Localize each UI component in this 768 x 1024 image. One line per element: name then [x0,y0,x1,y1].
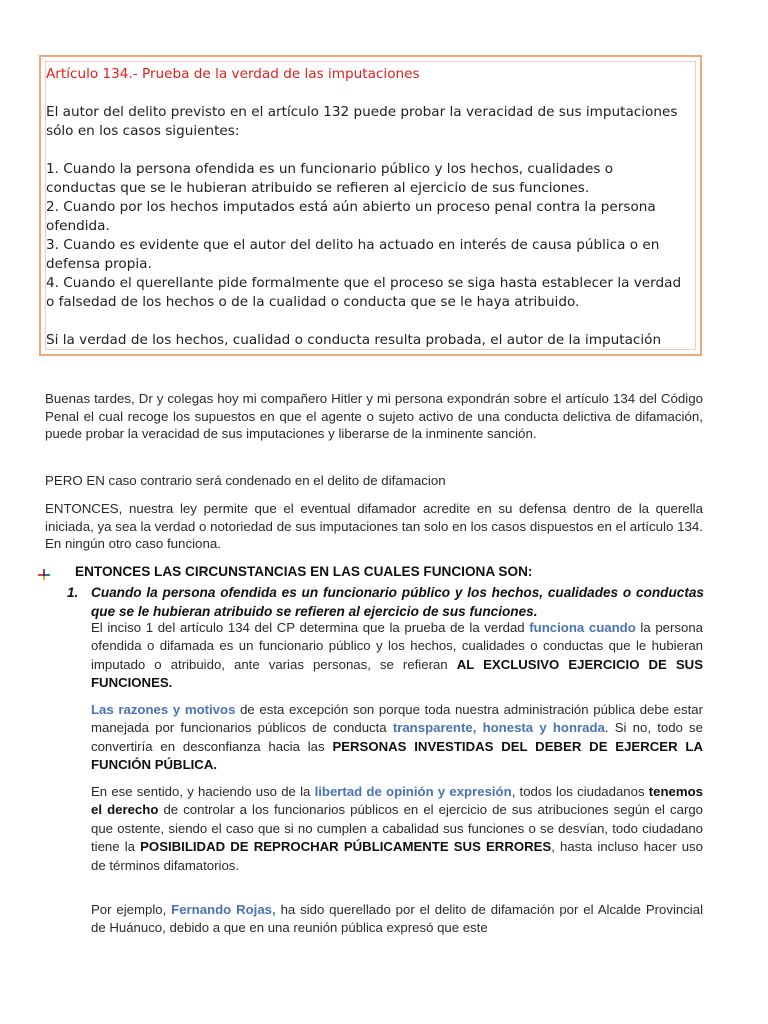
list-item-text: Cuando la persona ofendida es un funcionario público y los hechos, cualidades o conductas que se le hubieran atribuido se refieren al ejercicio de sus funciones. [91,585,704,619]
emphasis-posibilidad-reprochar: POSIBILIDAD DE REPROCHAR PÚBLICAMENTE SUS ERRORES [140,839,552,855]
article-box [39,55,702,356]
explanation-paragraph-2: Las razones y motivos de esta excepción son porque toda nuestra administración pública debe estar manejada por funcionarios públicos de conducta transparente, honesta y honrada. Si no, todo se convertiría en desconfianza hacia las PERSONAS INVESTIDAS DEL DEBER DE EJERCER LA FUNCIÓN PÚBLICA. [91,702,704,773]
highlight-libertad-opinion: libertad de opinión y expresión [314,784,512,799]
list-item-1 [67,583,704,621]
article-content [46,65,682,350]
paragraph-contrary: PERO EN caso contrario será condenado en el delito de difamacion [45,473,446,488]
article-case-3: 3. Cuando es evidente que el autor del delito ha actuado en interés de causa pública o en defensa propia. [46,237,660,272]
paragraph-intro: Buenas tardes, Dr y colegas hoy mi compañero Hitler y mi persona expondrán sobre el artículo 134 del Código Penal el cual recoge los supuestos en que el agente o sujeto activo de una conducta delictiva de difamación, puede probar la veracidad de sus imputaciones y liberarse de la inminente sanción. [45,391,703,442]
article-title: Artículo 134.- Prueba de la verdad de las imputaciones [46,66,420,82]
highlight-fernando-rojas: Fernando Rojas, [171,902,276,917]
emphasis-tenemos-derecho: tenemos el derecho [91,784,703,818]
article-case-2: 2. Cuando por los hechos imputados está aún abierto un proceso penal contra la persona ofendida. [46,199,656,234]
paragraph-entonces: ENTONCES, nuestra ley permite que el eventual difamador acredite en su defensa dentro de la querella iniciada, ya sea la verdad o notoriedad de sus imputaciones tan solo en los casos dispuestos en el artículo 134. En ningún otro caso funciona. [45,501,703,552]
explanation-paragraph-1: El inciso 1 del artículo 134 del CP determina que la prueba de la verdad funciona cuando la persona ofendida o difamada es un funcionario público y los hechos, cualidades o conductas que le hubieran imputado o atribuido, ante varias personas, se refieran AL EXCLUSIVO EJERCICIO DE SUS FUNCIONES. [91,620,704,691]
circumstances-heading: ENTONCES LAS CIRCUNSTANCIAS EN LAS CUALES FUNCIONA SON: [75,564,533,579]
article-closing: Si la verdad de los hechos, cualidad o conducta resulta probada, el autor de la imputación [46,332,662,348]
list-item-number: 1. [67,585,79,600]
highlight-funciona-cuando: funciona cuando [529,620,636,635]
explanation-paragraph-3: En ese sentido, y haciendo uso de la libertad de opinión y expresión, todos los ciudadanos tenemos el derecho de controlar a los funcionarios públicos en el ejercicio de sus atribuciones según el cargo que ostente, siendo el caso que si no cumplen a cabalidad sus funciones o se desvían, todo ciudadano tiene la POSIBILIDAD DE REPROCHAR PÚBLICAMENTE SUS ERRORES, hasta incluso hacer uso de términos difamatorios. [91,784,704,873]
article-case-1: 1. Cuando la persona ofendida es un funcionario público y los hechos, cualidades o conductas que se le hubieran atribuido se refieren al ejercicio de sus funciones. [46,161,614,196]
explanation-paragraph-4: Por ejemplo, Fernando Rojas, ha sido querellado por el delito de difamación por el Alcalde Provincial de Huánuco, debido a que en una reunión pública expresó que este [91,902,704,936]
emphasis-exclusive-exercise: AL EXCLUSIVO EJERCICIO DE SUS FUNCIONES. [91,656,703,691]
arrow-bullet-icon [38,569,50,580]
article-intro: El autor del delito previsto en el artículo 132 puede probar la veracidad de sus imputaciones sólo en los casos siguientes: [46,104,678,139]
highlight-razones-motivos: Las razones y motivos [91,702,236,717]
highlight-transparente: transparente, honesta y honrada [392,720,605,736]
emphasis-personas-investidas: PERSONAS INVESTIDAS DEL DEBER DE EJERCER LA FUNCIÓN PÚBLICA. [91,738,703,773]
article-case-4: 4. Cuando el querellante pide formalmente que el proceso se siga hasta establecer la verdad o falsedad de los hechos o de la cualidad o conducta que se le haya atribuido. [46,275,682,310]
